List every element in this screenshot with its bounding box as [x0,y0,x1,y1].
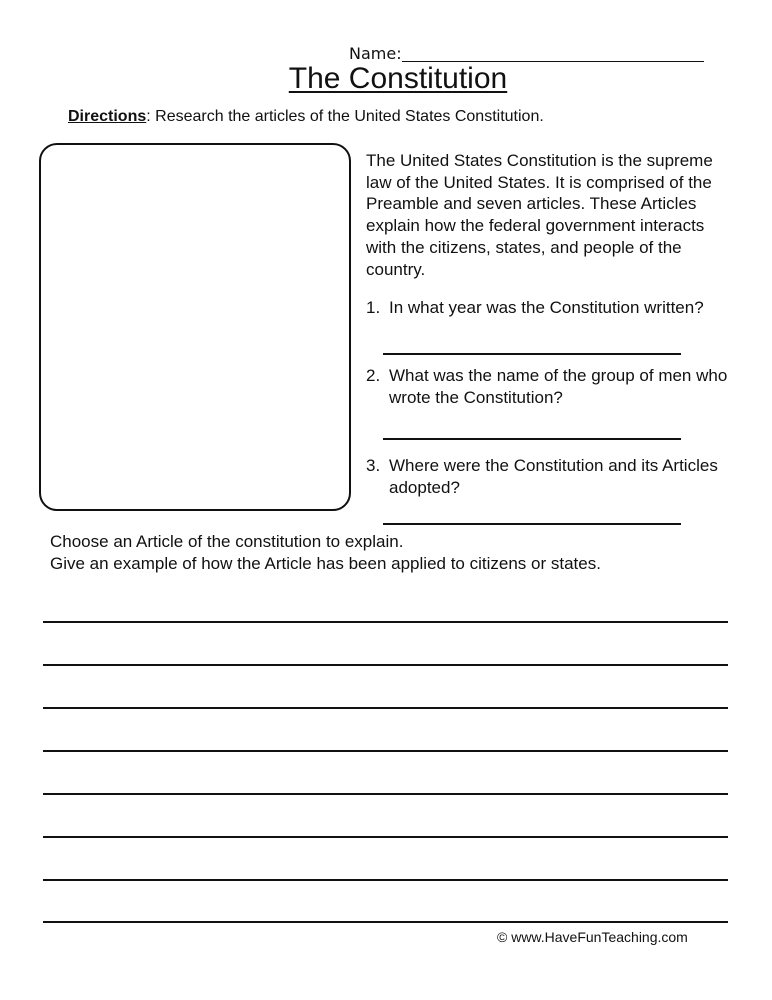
question-text: Where were the Constitution and its Articles adopted? [389,456,718,497]
writing-line[interactable] [43,707,728,709]
question-3 [366,455,746,498]
writing-line[interactable] [43,793,728,795]
directions-text: : Research the articles of the United States Constitution. [146,108,544,125]
page-title [0,62,772,96]
question-1 [366,297,746,319]
writing-line[interactable] [43,836,728,838]
question-text: What was the name of the group of men who wrote the Constitution? [389,366,728,407]
drawing-box[interactable] [39,143,351,511]
writing-line[interactable] [43,921,728,923]
directions [68,108,544,126]
question-number: 1. [366,298,381,317]
intro-paragraph: The United States Constitution is the supreme law of the United States. It is comprised of the Preamble and seven articles. These Articles explain how the federal government interacts with the citizens, states, and people of the country. [366,151,713,279]
writing-line[interactable] [43,750,728,752]
writing-prompt [50,531,601,575]
prompt-line-1: Choose an Article of the constitution to explain. [50,532,404,551]
question-number: 2. [366,366,381,385]
question-2 [366,365,746,408]
writing-line[interactable] [43,621,728,623]
prompt-line-2: Give an example of how the Article has been applied to citizens or states. [50,554,601,573]
writing-line[interactable] [43,664,728,666]
answer-line-3[interactable] [383,523,681,525]
answer-line-1[interactable] [383,353,681,355]
name-label: Name: [349,44,402,63]
title-text: The Constitution [288,62,508,95]
question-number: 3. [366,456,381,475]
writing-line[interactable] [43,879,728,881]
directions-label: Directions [68,108,147,125]
answer-line-2[interactable] [383,438,681,440]
question-text: In what year was the Constitution written? [389,298,704,317]
copyright-footer: © www.HaveFunTeaching.com [497,929,688,945]
